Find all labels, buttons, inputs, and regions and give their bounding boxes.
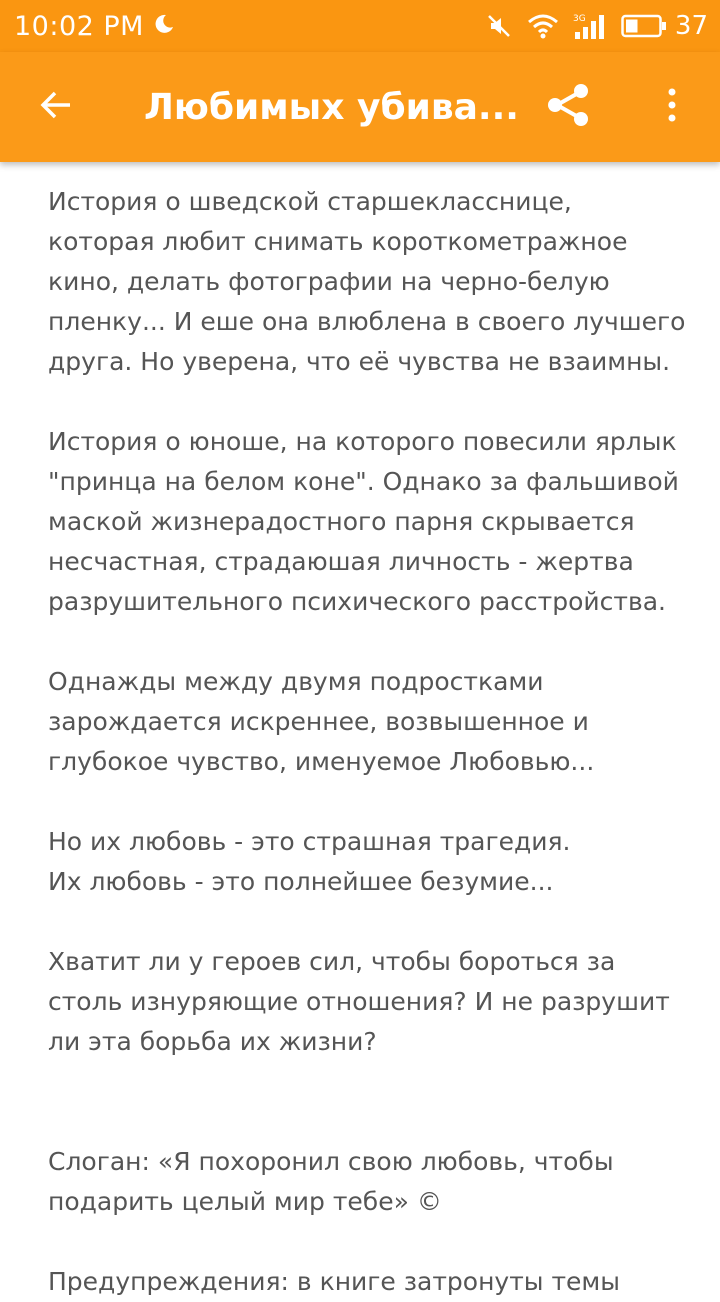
paragraph-3: Однажды между двумя подростками зарождается искреннее, возвышенное и глубокое чувство, именуемое Любовью... [48, 667, 595, 776]
back-button[interactable] [28, 79, 84, 135]
status-left [14, 11, 176, 42]
signal-3g-icon [573, 12, 607, 40]
spacer [48, 782, 688, 822]
book-description[interactable] [48, 162, 688, 1296]
paragraph-2: История о юноше, на которого повесили ярлык "принца на белом коне". Однако за фальшивой маской жизнерадостного парня скрывается несчастная, страдаюшая личность - жертва разрушительного психического расстройства. [48, 427, 679, 616]
paragraph-6: Слоган: «Я похоронил свою любовь, чтобы подарить целый мир тебе» © [48, 1147, 614, 1216]
more-vert-icon [666, 87, 678, 127]
spacer [48, 902, 688, 942]
share-button[interactable] [540, 79, 596, 135]
battery-icon [621, 14, 667, 38]
battery-percent: 37 [674, 11, 708, 41]
paragraph-7: Предупреждения: в книге затронуты темы [48, 1267, 621, 1296]
status-time: 10:02 PM [14, 10, 144, 42]
network-label: 3G [572, 14, 586, 24]
spacer [48, 1222, 688, 1262]
page-title: Любимых убива... [144, 86, 519, 128]
more-options-button[interactable] [650, 79, 694, 135]
spacer [48, 382, 688, 422]
paragraph-4: Но их любовь - это страшная трагедия. Их любовь - это полнейшее безумие... [48, 827, 571, 896]
status-right [485, 11, 708, 41]
battery [621, 11, 708, 41]
spacer [48, 1062, 688, 1142]
paragraph-1: История о шведской старшекласснице, которая любит снимать короткометражное кино, делать фотографии на черно-белую пленку... И еше она влюблена в своего лучшего друга. Но уверена, что её чувства не взаимны. [48, 187, 686, 376]
app-bar [0, 52, 720, 162]
status-bar [0, 0, 720, 52]
wifi-icon [527, 13, 559, 39]
arrow-left-icon [38, 87, 74, 127]
mute-icon [485, 12, 513, 40]
share-icon [543, 80, 593, 134]
paragraph-5: Хватит ли у героев сил, чтобы бороться за столь изнуряющие отношения? И не разрушит ли эта борьба их жизни? [48, 947, 670, 1056]
spacer [48, 622, 688, 662]
moon-icon [152, 12, 176, 40]
